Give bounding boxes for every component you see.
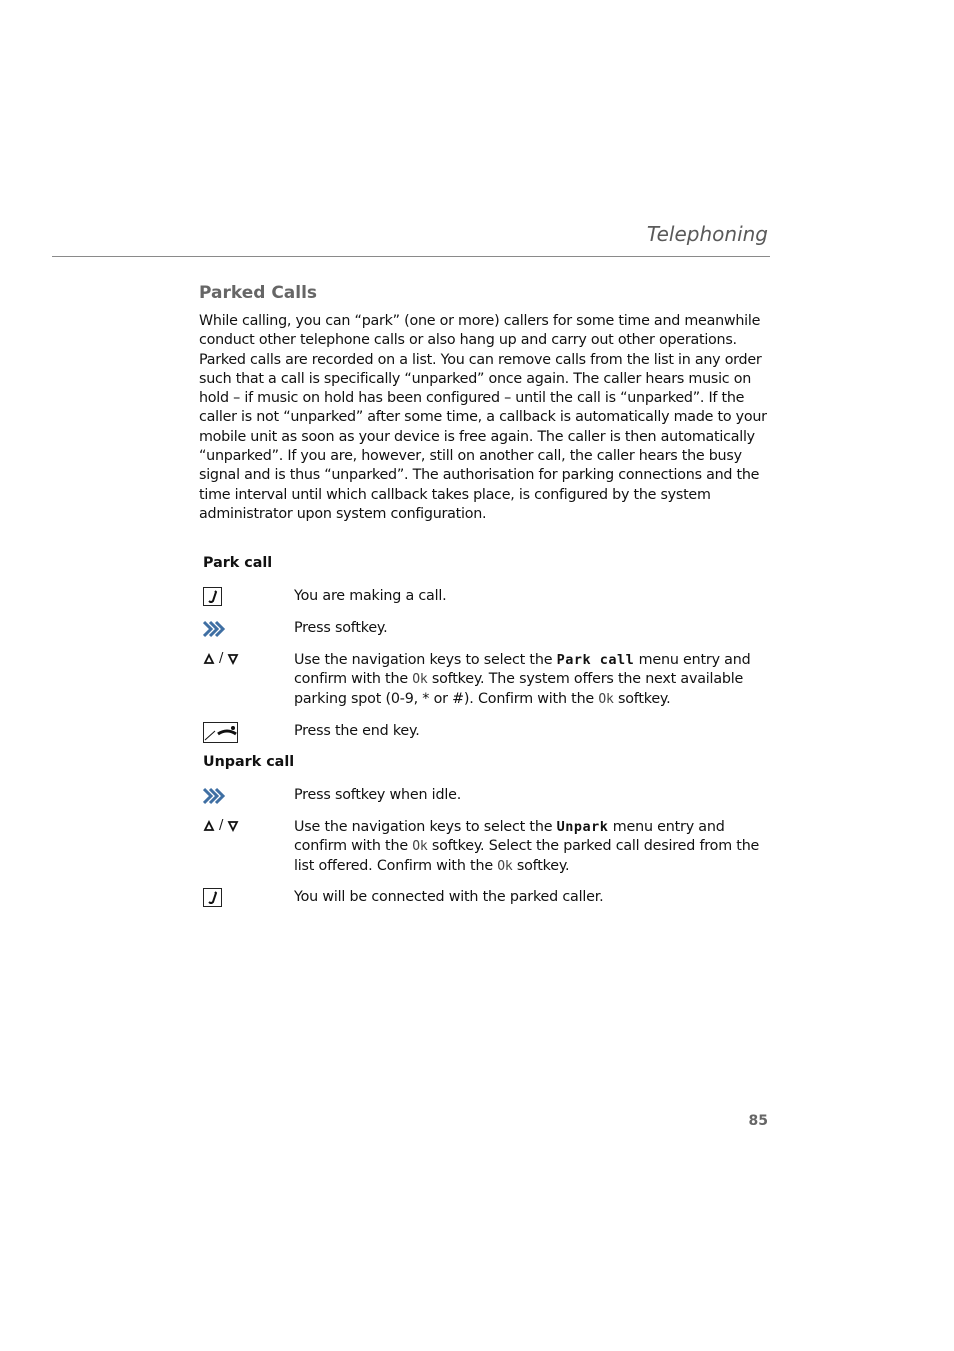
nav-up-icon: [203, 820, 215, 832]
ok-softkey-label: Ok: [497, 858, 513, 874]
handset-icon: [203, 587, 223, 611]
step-text: Press softkey when idle.: [294, 787, 462, 803]
step-text: Press the end key.: [294, 723, 420, 739]
ok-softkey-label: Ok: [598, 691, 614, 707]
softkey-arrows-icon: [203, 786, 227, 810]
softkey-arrows-icon: [203, 619, 227, 643]
menu-entry: Park call: [556, 652, 635, 668]
nav-up-icon: [203, 653, 215, 665]
ok-softkey-label: Ok: [412, 672, 428, 688]
step-text: You will be connected with the parked caller.: [294, 889, 604, 905]
step-text: Use the navigation keys to select the Unpark menu entry and confirm with the Ok softkey. Select the parked call desired from the list offered. Confirm with the Ok softkey.: [294, 819, 760, 874]
section-title: Parked Calls: [199, 283, 318, 303]
intro-paragraph: While calling, you can “park” (one or more) callers for some time and meanwhile conduct other telephone calls or also hang up and carry out other operations. Parked calls are recorded on a list. You can remove calls from the list in any order such that a call is specifically “unparked” once again. The caller hears music on hold – if music on hold has been configured – until the call is “unparked”. If the caller is not “unparked” after some time, a callback is automatically made to your mobile unit as soon as your device is free again. The caller is then automatically “unparked”. If you are, however, still on another call, the caller hears the busy signal and is thus “unparked”. The authorisation for parking connections and the time interval until which callback takes place, is configured by the system administrator upon system configuration.: [199, 313, 767, 522]
nav-keys: [203, 651, 239, 666]
park-call-heading: Park call: [203, 555, 273, 571]
running-header: Telephoning: [646, 222, 768, 246]
handset-icon: [203, 888, 223, 912]
step-text: Press softkey.: [294, 620, 388, 636]
step-text: Use the navigation keys to select the Park call menu entry and confirm with the Ok softkey. The system offers the next available parking spot (0-9, * or #). Confirm with the Ok softkey.: [294, 652, 751, 707]
menu-entry: Unpark: [556, 819, 609, 835]
nav-separator: /: [219, 818, 224, 833]
step-text: You are making a call.: [294, 588, 447, 604]
nav-keys: [203, 818, 239, 833]
header-divider: [52, 256, 770, 257]
page-number: 85: [748, 1113, 768, 1129]
end-key-icon: [203, 722, 239, 748]
nav-down-icon: [227, 820, 239, 832]
nav-down-icon: [227, 653, 239, 665]
ok-softkey-label: Ok: [412, 839, 428, 855]
nav-separator: /: [219, 651, 224, 666]
unpark-call-heading: Unpark call: [203, 754, 295, 770]
